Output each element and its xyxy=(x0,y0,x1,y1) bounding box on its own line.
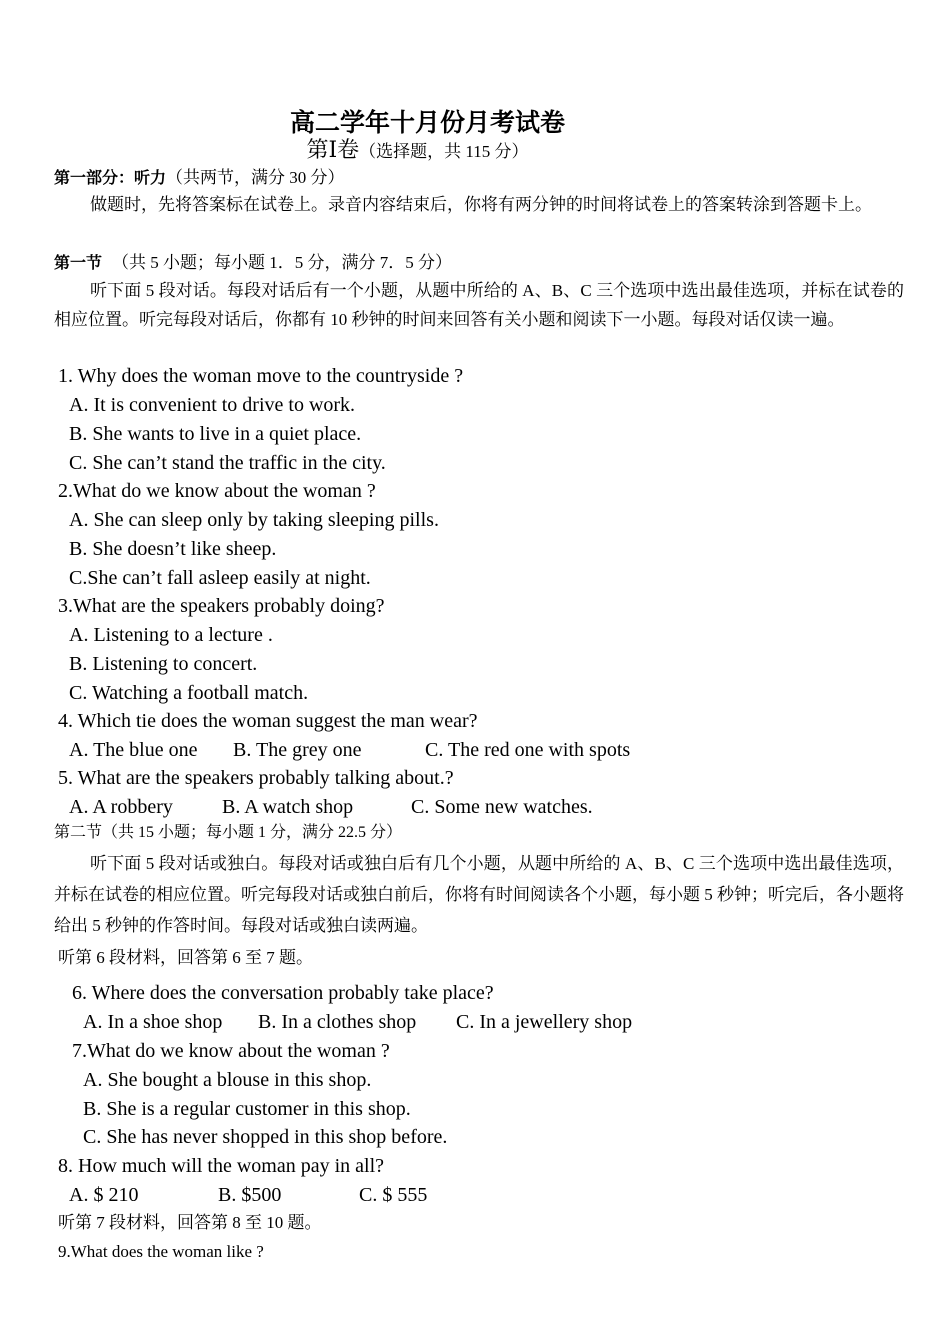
exam-title: 高二学年十月份月考试卷 xyxy=(289,110,565,137)
volume-note: （选择题，共 115 分） xyxy=(359,142,529,161)
question-4: 4. Which tie does the woman suggest the man wear? xyxy=(58,710,478,732)
section1-heading-note: （共 5 小题；每小题 1．5 分，满分 7．5 分） xyxy=(112,253,453,272)
q3-option-c: C. Watching a football match. xyxy=(69,682,309,704)
section2-heading: 第二节（共 15 小题；每小题 1 分，满分 22.5 分） xyxy=(54,824,403,841)
q6-option-c: C. In a jewellery shop xyxy=(456,1011,633,1033)
q8-option-b: B. $500 xyxy=(218,1184,282,1206)
section1-instructions: 听下面 5 段对话。每段对话后有一个小题，从题中所给的 A、B、C 三个选项中选出最佳选项，并标在试卷的相应位置。听完每段对话后，你都有 10 秒钟的时间来回答有关小题和阅读下一小题。每段对话仅读一遍。 xyxy=(54,281,904,329)
question-1: 1. Why does the woman move to the countryside ? xyxy=(58,365,464,387)
q7-option-a: A. She bought a blouse in this shop. xyxy=(83,1069,372,1091)
q5-option-c: C. Some new watches. xyxy=(411,796,593,818)
q5-option-a: A. A robbery xyxy=(69,796,173,818)
q7-option-c: C. She has never shopped in this shop before. xyxy=(83,1126,448,1148)
q2-option-a: A. She can sleep only by taking sleeping pills. xyxy=(69,509,439,531)
volume-label: 第Ⅰ卷 xyxy=(306,137,360,162)
q3-option-a: A. Listening to a lecture . xyxy=(69,624,273,646)
q3-option-b: B. Listening to concert. xyxy=(69,653,258,675)
section1-heading-label: 第一节 xyxy=(54,253,103,272)
question-3: 3.What are the speakers probably doing? xyxy=(58,595,385,617)
q1-option-c: C. She can’t stand the traffic in the city. xyxy=(69,452,386,474)
q8-option-a: A. $ 210 xyxy=(69,1184,139,1206)
material-7-note: 听第 7 段材料，回答第 8 至 10 题。 xyxy=(58,1213,322,1232)
question-8: 8. How much will the woman pay in all? xyxy=(58,1155,385,1177)
q1-option-a: A. It is convenient to drive to work. xyxy=(69,394,356,416)
q2-option-c: C.She can’t fall asleep easily at night. xyxy=(69,567,371,589)
q4-option-b: B. The grey one xyxy=(233,739,362,761)
q6-option-b: B. In a clothes shop xyxy=(258,1011,417,1033)
question-9: 9.What does the woman like ? xyxy=(58,1242,264,1261)
question-7: 7.What do we know about the woman ? xyxy=(72,1040,390,1062)
part1-instructions: 做题时，先将答案标在试卷上。录音内容结束后，你将有两分钟的时间将试卷上的答案转涂到答题卡上。 xyxy=(90,195,872,214)
part1-heading-note: （共两节，满分 30 分） xyxy=(166,168,345,187)
q5-option-b: B. A watch shop xyxy=(222,796,354,818)
question-5: 5. What are the speakers probably talking about.? xyxy=(58,767,454,789)
part1-heading-label: 第一部分：听力 xyxy=(54,168,167,187)
q8-option-c: C. $ 555 xyxy=(359,1184,428,1206)
q4-option-c: C. The red one with spots xyxy=(425,739,631,761)
q6-option-a: A. In a shoe shop xyxy=(83,1011,223,1033)
q2-option-b: B. She doesn’t like sheep. xyxy=(69,538,277,560)
q7-option-b: B. She is a regular customer in this shop. xyxy=(83,1098,411,1120)
q4-option-a: A. The blue one xyxy=(69,739,198,761)
q1-option-b: B. She wants to live in a quiet place. xyxy=(69,423,362,445)
volume-heading xyxy=(0,133,835,164)
material-6-note: 听第 6 段材料，回答第 6 至 7 题。 xyxy=(58,948,313,967)
section1-heading xyxy=(54,248,452,277)
part1-heading xyxy=(54,163,345,192)
section2-instructions: 听下面 5 段对话或独白。每段对话或独白后有几个小题，从题中所给的 A、B、C 三个选项中选出最佳选项，并标在试卷的相应位置。听完每段对话或独白前后，你将有时间阅读各个小题，每小题 5 秒钟；听完后，各小题将给出 5 秒钟的作答时间。每段对话或独白读两遍。 xyxy=(54,854,904,935)
question-6: 6. Where does the conversation probably take place? xyxy=(72,982,494,1004)
question-2: 2.What do we know about the woman ? xyxy=(58,480,376,502)
